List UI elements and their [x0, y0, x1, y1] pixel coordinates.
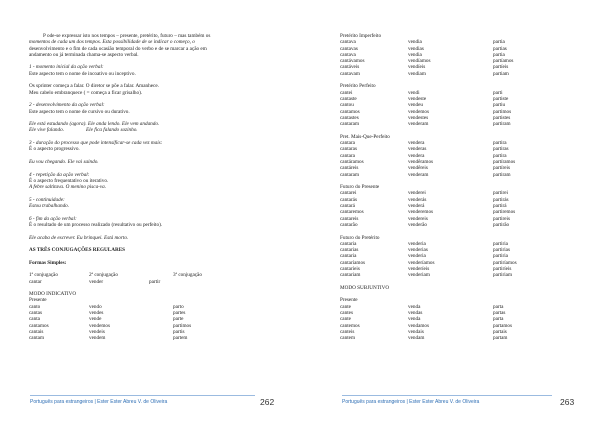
conjugation-cell: partiríamos — [493, 259, 517, 266]
conjugation-cell: cantou — [340, 102, 354, 109]
conjugation-cell: vendeis — [89, 328, 105, 335]
conjugation-cell: cantaram — [340, 171, 360, 178]
conjugation-cell: cantaria — [340, 240, 357, 247]
aspect-3-text: É o aspecto progressivo. — [29, 146, 80, 153]
conjugation-cell: partem — [173, 335, 188, 342]
conjugation-cell: partias — [493, 45, 507, 52]
aspect-2-example-a: Ele vive falando. — [29, 127, 65, 134]
conj-header-1: 1ª conjugação — [29, 272, 58, 279]
conjugation-cell: cantarei — [340, 190, 357, 197]
conjugation-cell: partirão — [493, 221, 510, 228]
conjugation-cell: vendêramos — [408, 158, 434, 165]
conjugation-cell: vendias — [408, 45, 424, 52]
conjugation-cell: cantais — [29, 328, 44, 335]
aspect-3-example: Eu vou chegando. Ele vai saindo. — [29, 158, 99, 165]
conjugation-cell: cantaríamos — [340, 259, 366, 266]
conjugation-cell: partimos — [173, 322, 192, 329]
subjuntivo-presente-table — [340, 304, 570, 342]
tense-title: Pret. Mais-Que-Perfeito — [340, 133, 390, 140]
conjugation-cell: partiriam — [493, 272, 513, 279]
conjugation-cell: venda — [408, 303, 421, 310]
aspect-5-title: 5 - continuidade: — [29, 196, 65, 203]
conjugation-cell: cantemos — [340, 322, 360, 329]
conjugation-cell: vendo — [89, 303, 102, 310]
conjugation-cell: cantaremos — [340, 209, 364, 216]
conjugation-cell: vendestes — [408, 114, 429, 121]
conjugation-cell: vendemos — [408, 108, 430, 115]
conjugation-cell: partira — [493, 152, 507, 159]
aspect-4-text: É o aspecto frequentativo ou iterativo. — [29, 177, 109, 184]
tense-title: Pretérito Perfeito — [340, 83, 376, 90]
conjugation-cell: partiria — [493, 240, 508, 247]
aspect-6-title: 6 - fim da ação verbal: — [29, 215, 77, 222]
conjugation-cell: venda — [408, 316, 421, 323]
conjugation-cell: venderias — [408, 247, 428, 254]
conjugation-cell: venderiam — [408, 272, 430, 279]
conjugation-cell: parta — [493, 316, 504, 323]
conjugation-cell: venderão — [408, 221, 428, 228]
presente-label: Presente — [340, 297, 358, 304]
conjugation-cell: partia — [493, 51, 505, 58]
conjugation-cell: partia — [493, 39, 505, 46]
conjugation-cell: partes — [173, 310, 186, 317]
conjugation-cell: cantara — [340, 140, 355, 147]
intro-line: desenvolvimento e o fim de cada ocasião temporal do verbo e de se marcar a ação em — [29, 45, 207, 52]
conjugation-cell: partíramos — [493, 158, 516, 165]
footer-text: Português para estrangeiros | Ester Ester Abreu V. de Oliveira — [30, 399, 168, 405]
conjugation-cell: partíreis — [493, 165, 510, 172]
conjugation-cell: partíamos — [493, 58, 514, 65]
tense-table — [340, 140, 570, 178]
page-263 — [300, 0, 600, 424]
tense-table — [340, 190, 570, 228]
conjugation-cell: partam — [493, 335, 508, 342]
tense-table — [340, 90, 570, 128]
conjugation-cell: vendeu — [408, 102, 423, 109]
aspect-2-title: 2 - desenvolvimento da ação verbal: — [29, 102, 105, 109]
conjugation-cell: partamos — [493, 322, 513, 329]
conjugation-cell: partiste — [493, 95, 509, 102]
aspect-6-text: É o resultado de um processo realizado (resultativo ou perfeito). — [29, 221, 163, 228]
conjugation-row — [340, 335, 570, 341]
conjugation-cell: venderam — [408, 121, 429, 128]
conjugation-cell: cantam — [29, 335, 44, 342]
conjugation-cell: parta — [493, 303, 504, 310]
conjugation-cell: vendia — [408, 39, 422, 46]
aspect-4-title: 4 - repetição da ação verbal: — [29, 171, 90, 178]
conjugation-cell: cantarão — [340, 221, 358, 228]
conjugation-cell: cantáreis — [340, 165, 359, 172]
conjugation-cell: venderíeis — [408, 265, 430, 272]
conjugation-cell: partimos — [493, 108, 512, 115]
conjugation-cell: partira — [493, 140, 507, 147]
conjugation-cell: venderia — [408, 240, 426, 247]
conjugation-cell: partiam — [493, 70, 509, 77]
conjugation-cell: cantamos — [29, 322, 49, 329]
tense-table — [340, 241, 570, 279]
intro-line: P ode-se expressar isto nos tempos – presente, pretérito, futuro – mas também os — [43, 33, 211, 39]
aspect-5-example: Estou trabalhando. — [29, 203, 70, 210]
conjugation-cell: partistes — [493, 114, 511, 121]
conjugation-cell: vendera — [408, 140, 425, 147]
conjugation-cell: cantem — [340, 335, 355, 342]
left-footer — [30, 395, 275, 407]
conjugation-cell: vendamos — [408, 322, 430, 329]
conjugation-cell: vendíamos — [408, 58, 431, 65]
conjugation-cell: venderás — [408, 196, 427, 203]
aspect-2-example: Ele está estudando (agora). Ele anda lendo. Ele vem andando. — [29, 121, 160, 128]
conjugation-cell: cantei — [340, 89, 353, 96]
conjugation-cell: cantareis — [340, 215, 359, 222]
conjugation-cell: cantávamos — [340, 58, 365, 65]
conjugation-cell: vendes — [89, 310, 104, 317]
conjugation-cell: canta — [29, 316, 40, 323]
conjugation-row — [29, 335, 274, 341]
conj-header-2: 2ª conjugação — [89, 272, 118, 279]
conjugation-cell: cante — [340, 316, 351, 323]
conjugation-cell: vendêreis — [408, 165, 428, 172]
conjugation-cell: vendas — [408, 310, 423, 317]
intro-line: momentos de cada um dos tempos. Esta possibilidade de se indicar o começo, o — [29, 39, 195, 46]
presente-label: Presente — [29, 297, 47, 304]
conjugation-cell: cantavam — [340, 70, 360, 77]
conjugation-cell: cantáramos — [340, 158, 364, 165]
conjugation-cell: cantaras — [340, 146, 357, 153]
conjugation-cell: vendíeis — [408, 64, 426, 71]
aspect-2-example-b: Ele fica falando sozinho. — [86, 127, 138, 134]
conjugation-cell: cantava — [340, 39, 356, 46]
aspect-1-example: Meu cabelo embranquece ( = começa a ficar grisalho). — [29, 89, 143, 96]
conjugation-cell: venderia — [408, 253, 426, 260]
conjugation-cell: partiras — [493, 146, 509, 153]
conjugation-cell: partiu — [493, 102, 506, 109]
presente-table — [29, 304, 274, 342]
tense-table — [340, 39, 570, 77]
footer-text: Português para estrangeiros | Ester Ester Abreu V. de Oliveira — [342, 399, 480, 405]
conjugation-cell: vendam — [408, 335, 425, 342]
conj-inf-3: partir — [149, 278, 161, 285]
conjugation-cell: parti — [493, 89, 503, 96]
conjugation-cell: partiremos — [493, 209, 516, 216]
conjugation-cell: partireis — [493, 215, 510, 222]
tense-title: Pretérito Imperfeito — [340, 33, 382, 39]
conjugation-cell: cantaste — [340, 95, 357, 102]
conjugation-cell: cantaríeis — [340, 265, 360, 272]
tense-sections — [340, 33, 570, 285]
aspect-1-text: Este aspecto tem o nome de incoativo ou inceptivo. — [29, 70, 136, 77]
conjugation-cell: partis — [173, 328, 185, 335]
page-number: 263 — [560, 397, 575, 407]
conjugation-cell: cantaram — [340, 121, 360, 128]
conjugation-cell: partirias — [493, 247, 510, 254]
conjugation-cell: cantas — [29, 310, 42, 317]
conjugation-cell: vendereis — [408, 215, 428, 222]
conjugation-cell: cante — [340, 303, 351, 310]
conjugation-cell: parto — [173, 303, 184, 310]
right-page-content — [340, 33, 570, 342]
aspect-1-title: 1 - momento inicial da ação verbal: — [29, 64, 104, 71]
aspect-1-example: Os sprinter começa a falar. O diretor se põe a falar. Amanhece. — [29, 83, 159, 90]
conjugation-cell: cantes — [340, 310, 353, 317]
tense-title: Futuro do Pretérito — [340, 234, 380, 241]
conjugation-cell: cantaria — [340, 253, 357, 260]
conjugation-cell: cantará — [340, 203, 355, 210]
conjugation-cell: vendemos — [89, 322, 111, 329]
conjugation-cell: canto — [29, 303, 41, 310]
conjugation-cell: vende — [89, 316, 102, 323]
conjugation-cell: partiríeis — [493, 265, 512, 272]
conjugation-cell: cantavas — [340, 45, 358, 52]
conjugation-cell: partiria — [493, 253, 508, 260]
aspect-6-example: Ele acaba de escrever. Eu brinquei. Está morto. — [29, 234, 129, 241]
conj-inf-2: vender — [89, 278, 104, 285]
conjugation-cell: partas — [493, 310, 506, 317]
section-heading: AS TRÊS CONJUGAÇÕES REGULARES — [29, 247, 126, 254]
page-number: 262 — [260, 397, 275, 407]
conjugation-cell: venderíamos — [408, 259, 435, 266]
conjugation-cell: cantara — [340, 152, 355, 159]
conjugation-cell: venderas — [408, 146, 427, 153]
modo-indicativo-label: MODO INDICATIVO — [29, 291, 77, 298]
tense-title: Futuro do Presente — [340, 184, 380, 191]
conjugation-cell: cantáveis — [340, 64, 360, 71]
conjugation-cell: vendais — [408, 328, 424, 335]
modo-subjuntivo-label: MODO SUBJUNTIVO — [340, 284, 390, 291]
conjugation-cell: cantarás — [340, 196, 357, 203]
conjugation-cell: partirás — [493, 196, 509, 203]
conjugation-cell: vendeste — [408, 95, 427, 102]
conjugation-cell: cantava — [340, 51, 356, 58]
conjugation-cell: cantastes — [340, 114, 359, 121]
conjugation-cell: partíeis — [493, 64, 509, 71]
conjugation-cell: vendi — [408, 89, 420, 96]
conjugation-cell: venderemos — [408, 209, 434, 216]
formas-simples-label: Formas Simples: — [29, 259, 67, 266]
conjugation-cell: cantarias — [340, 247, 359, 254]
footer-rule — [30, 395, 255, 396]
conjugation-cell: cantamos — [340, 108, 360, 115]
conjugation-cell: venderá — [408, 203, 425, 210]
aspect-4-example: A febre saltitava. O menino pisca-va. — [29, 184, 107, 191]
footer-rule — [342, 395, 552, 396]
conj-inf-1: cantar — [29, 278, 42, 285]
conjugation-cell: cantariam — [340, 272, 361, 279]
conjugation-cell: partais — [493, 328, 507, 335]
conjugation-cell: partirei — [493, 190, 508, 197]
aspect-3-title: 3 - duração do processo que pode intensificar-se cada vez mais: — [29, 140, 163, 147]
conjugation-cell: venderei — [408, 190, 426, 197]
conjugation-cell: partiram — [493, 171, 511, 178]
conjugation-cell: vendem — [89, 335, 106, 342]
conjugation-cell: partiram — [493, 121, 511, 128]
conjugation-cell: canteis — [340, 328, 355, 335]
intro-line: andamento ou já terminada chama-se aspecto verbal. — [29, 51, 139, 58]
conjugation-cell: vendia — [408, 51, 422, 58]
conjugation-cell: venderam — [408, 171, 429, 178]
conjugation-cell: partirá — [493, 203, 507, 210]
conjugation-cell: parte — [173, 316, 184, 323]
aspect-2-text: Este aspecto tem o nome de cursivo ou durativo. — [29, 108, 130, 115]
conj-header-3: 3ª conjugação — [173, 272, 202, 279]
conjugation-cell: vendiam — [408, 70, 426, 77]
conjugation-cell: vendera — [408, 152, 425, 159]
right-footer — [342, 395, 587, 407]
left-page-content — [29, 33, 274, 342]
